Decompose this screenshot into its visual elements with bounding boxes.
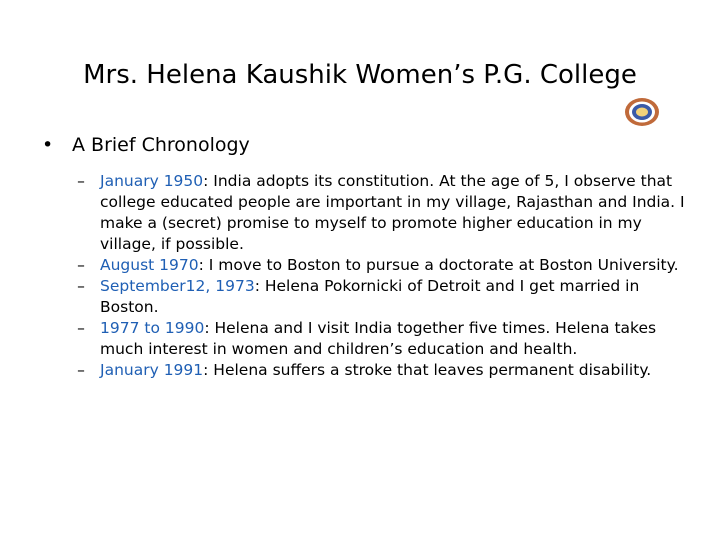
dash-icon: – [77,361,85,379]
item-text: : India adopts its constitution. At the age of 5, I observe that college educated people are important in my village, Rajasthan and India. I make a (secret) promise to myself to promote higher education in my village, if possible. [100,172,685,253]
chronology-item-1977-1990 [77,318,690,360]
dash-icon: – [77,172,85,190]
main-bullet [42,132,682,158]
slide-title: Mrs. Helena Kaushik Women’s P.G. College [83,60,637,90]
bullet-text: A Brief Chronology [72,134,250,156]
chronology-item-1973 [77,276,690,318]
dash-icon: – [77,256,85,274]
item-date: 1977 to 1990 [100,319,205,337]
item-text: : Helena Pokornicki of Detroit and I get married in Boston. [100,277,640,316]
chronology-item-1950 [77,171,690,255]
item-date: September12, 1973 [100,277,255,295]
item-text: : Helena and I visit India together five times. Helena takes much interest in women and children’s education and health. [100,319,657,358]
chronology-item-1970 [77,255,690,276]
dash-icon: – [77,277,85,295]
dash-icon: – [77,319,85,337]
bullet-dot-icon: • [42,134,54,156]
item-date: January 1950 [100,172,204,190]
item-date: January 1991 [100,361,204,379]
item-text: : I move to Boston to pursue a doctorate at Boston University. [198,256,679,274]
item-date: August 1970 [100,256,199,274]
chronology-item-1991 [77,360,690,381]
item-text: : Helena suffers a stroke that leaves permanent disability. [203,361,652,379]
college-logo-icon [624,97,660,127]
chronology-list [77,171,690,381]
